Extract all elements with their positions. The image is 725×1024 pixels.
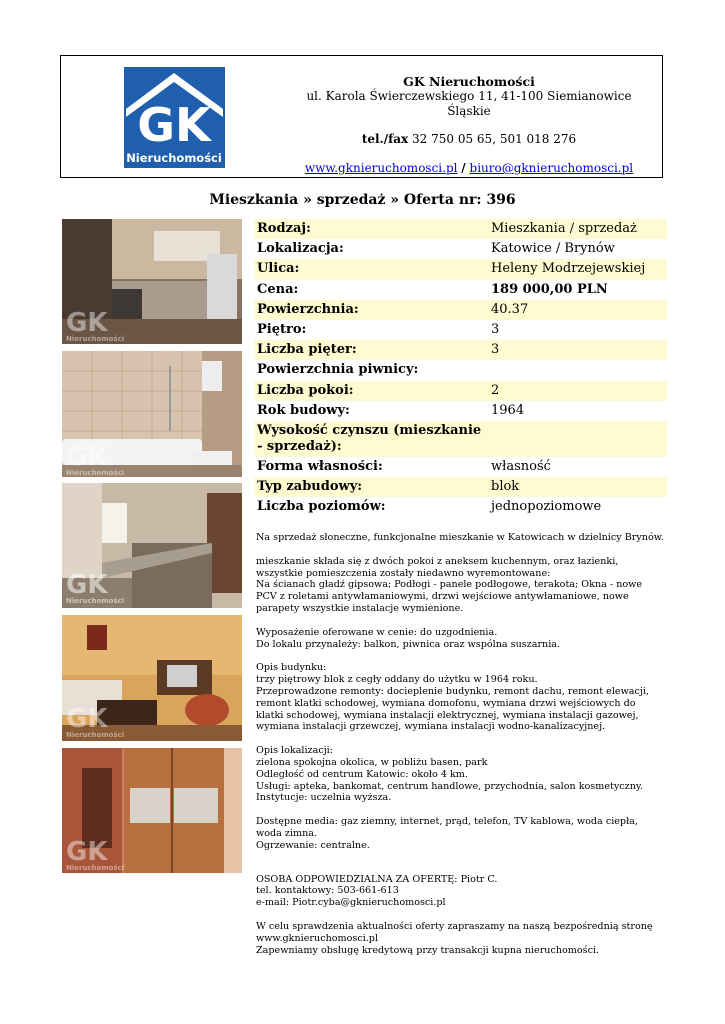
detail-label: Lokalizacja: [257,241,344,257]
photo-watermark-sub: Nieruchomości [66,731,125,739]
desc-footer: W celu sprawdzenia aktualności oferty zapraszamy na naszą bezpośrednią stronę www.gknieruchomosci.pl Zapewniamy obsługę kredytową przy transakcji kupna nieruchomości. [256,920,653,956]
detail-value: 1964 [491,402,525,418]
photo-watermark: GK [66,570,108,600]
photo-watermark-sub: Nieruchomości [66,864,125,872]
detail-row-building-type [254,477,667,497]
detail-row-basement [254,360,667,380]
logo-subtext: Nieruchomości [126,151,222,165]
detail-value: 3 [488,340,667,360]
photo-watermark: GK [66,308,108,338]
photo-watermark-sub: Nieruchomości [66,469,125,477]
detail-value: 3 [491,322,500,338]
page-title: Mieszkania » sprzedaż » Oferta nr: 396 [209,192,516,208]
desc-contact: OSOBA ODPOWIEDZIALNA ZA OFERTĘ: Piotr C. tel. kontaktowy: 503-661-613 e-mail: Piotr.cyba@gknieruchomosci.pl [256,873,498,909]
photo-bathroom[interactable] [62,351,242,477]
detail-row-ownership [254,457,667,477]
detail-value: 2 [488,381,667,401]
desc-intro: Na sprzedaż słoneczne, funkcjonalne mieszkanie w Katowicach w dzielnicy Brynów. [256,532,664,543]
detail-label: Typ zabudowy: [254,477,488,497]
company-info [291,74,647,176]
desc-media: Dostępne media: gaz ziemny, internet, prąd, telefon, TV kablowa, woda ciepła, woda zimna. Ogrzewanie: centralne. [256,816,638,851]
detail-row-rent [254,421,667,457]
offer-details-table [254,219,667,517]
detail-label: Forma własności: [257,458,383,474]
detail-label: Wysokość czynszu (mieszkanie - sprzedaż): [254,421,488,457]
phone-numbers: 32 750 05 65, 501 018 276 [412,132,577,146]
detail-row-area [254,300,667,320]
company-address: ul. Karola Świerczewskiego 11, 41-100 Siemianowice Śląskie [306,89,632,118]
desc-building: Opis budynku: trzy piętrowy blok z cegły oddany do użytku w 1964 roku. Przeprowadzone remonty: docieplenie budynku, remont dachu, remont elewacji, remont klatki schodowej, wymiana domofonu, wymiana drzwi wejściowych do klatki schodowej, wymiana instalacji elektrycznej, wymiana instalacji gazowej, wymiana instalacji grzewczej, wymiana instalacji wodno-kanalizacyjnej. [256,662,649,733]
photo-wardrobe[interactable] [62,748,242,873]
offer-description [256,532,664,968]
photo-kitchen[interactable] [62,219,242,344]
detail-value: Heleny Modrzejewskiej [488,259,667,279]
detail-value: Mieszkania / sprzedaż [488,219,667,239]
detail-label: Ulica: [254,259,488,279]
detail-label: Liczba poziomów: [257,499,386,515]
detail-row-levels [254,497,667,517]
desc-layout: mieszkanie składa się z dwóch pokoi z aneksem kuchennym, oraz łazienki, wszystkie pomieszczenia zostały niedawno wyremontowane: Na ścianach gładź gipsowa; Podłogi - panele podłogowe, terakota; Okna - nowe PCV z roletami antywłamaniowymi, drzwi wejściowe antywłamaniowe, nowe parapety wszystkie instalacje wymienione. [256,555,643,614]
detail-row-location [254,239,667,259]
photo-watermark-sub: Nieruchomości [66,597,125,605]
detail-value: Katowice / Brynów [491,241,615,257]
detail-label: Rok budowy: [257,402,350,418]
email-link[interactable]: biuro@gknieruchomosci.pl [469,161,634,175]
detail-value: jednopoziomowe [491,499,602,515]
detail-row-floor [254,320,667,340]
detail-row-floors-count [254,340,667,360]
desc-equipment: Wyposażenie oferowane w cenie: do uzgodnienia. Do lokalu przynależy: balkon, piwnica oraz wspólna suszarnia. [256,626,561,650]
detail-row-price [254,280,667,300]
photo-hallway[interactable] [62,483,242,608]
desc-location: Opis lokalizacji: zielona spokojna okolica, w pobliżu basen, park Odległość od centrum Katowic: około 4 km. Usługi: apteka, bankomat, centrum handlowe, przychodnia, salon kosmetyczny. Instytucje: uczelnia wyższa. [256,745,644,804]
detail-row-year [254,401,667,421]
photo-watermark: GK [66,837,108,867]
detail-row-type [254,219,667,239]
photo-watermark: GK [66,442,108,472]
company-name: GK Nieruchomości [403,74,535,89]
detail-row-rooms [254,381,667,401]
photo-watermark: GK [66,704,108,734]
detail-row-street [254,259,667,279]
detail-label: Liczba pięter: [254,340,488,360]
detail-value: własność [491,458,551,474]
photo-living-room[interactable] [62,615,242,741]
detail-label: Powierzchnia piwnicy: [257,362,419,378]
website-link[interactable]: www.gknieruchomosci.pl [304,161,458,175]
company-phone [291,132,647,147]
logo-text: GK [137,98,211,152]
detail-value: blok [488,477,667,497]
gk-logo [124,67,225,168]
detail-value [488,421,667,457]
detail-label: Piętro: [257,322,307,338]
phone-label: tel./fax [361,132,409,146]
detail-label: Cena: [257,281,299,297]
price-value: 189 000,00 PLN [491,281,608,297]
photo-watermark-sub: Nieruchomości [66,335,125,343]
links-separator: / [461,161,466,175]
company-links [291,161,647,176]
detail-value: 40.37 [488,300,667,320]
detail-label: Rodzaj: [254,219,488,239]
detail-label: Powierzchnia: [254,300,488,320]
detail-label: Liczba pokoi: [254,381,488,401]
detail-value [488,360,667,380]
agency-header [60,55,663,178]
